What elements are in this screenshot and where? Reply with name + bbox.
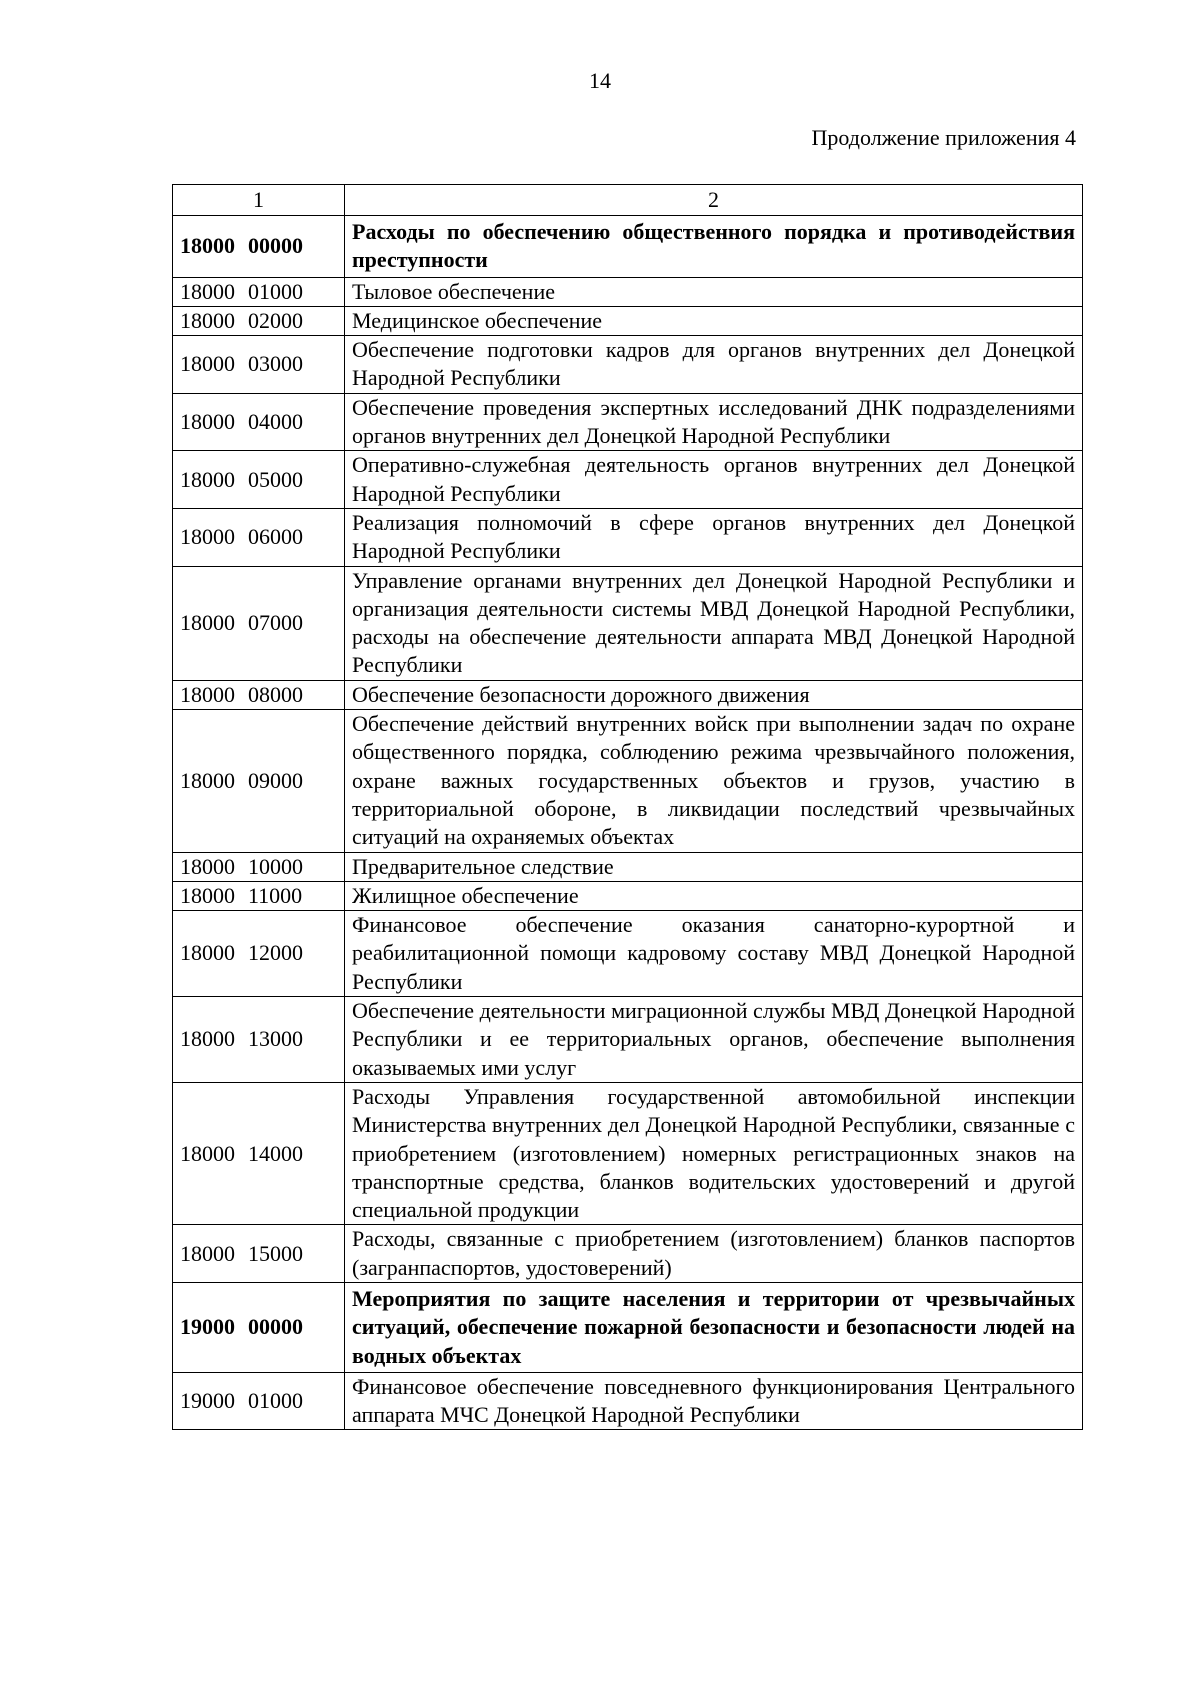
code-part: 06000: [248, 524, 303, 550]
code-value: [180, 1240, 337, 1268]
code-part: 18: [180, 1240, 202, 1266]
code-cell: [173, 911, 345, 997]
expense-name-cell: Обеспечение подготовки кадров для органов внутренних дел Донецкой Народной Республики: [345, 336, 1083, 394]
code-part: 000: [202, 1388, 235, 1414]
code-part: 000: [202, 882, 235, 908]
code-part: 18: [180, 940, 202, 966]
code-value: [180, 882, 337, 910]
code-part: 13000: [248, 1026, 303, 1052]
expense-name-cell: Расходы Управления государственной автомобильной инспекции Министерства внутренних дел Донецкой Народной Республики, связанные с приобретением (изготовлением) номерных регистрационных знаков на транспортные средства, бланков водительских удостоверений и другой специальной продукции: [345, 1082, 1083, 1224]
table-row: [173, 451, 1083, 509]
code-part: 18: [180, 1026, 202, 1052]
header-cell-name: 2: [345, 185, 1083, 216]
table-row: [173, 277, 1083, 306]
code-part: 000: [202, 307, 235, 333]
table-row: [173, 1372, 1083, 1430]
expense-name-cell: Предварительное следствие: [345, 852, 1083, 881]
code-part: 04000: [248, 408, 303, 434]
code-value: [180, 278, 337, 306]
code-part: 19: [180, 1388, 202, 1414]
code-part: 00000: [248, 1314, 303, 1340]
table-row: [173, 306, 1083, 335]
code-part: 000: [202, 408, 235, 434]
code-part: 02000: [248, 307, 303, 333]
code-part: 000: [202, 1314, 235, 1340]
code-cell: [173, 393, 345, 451]
code-part: 15000: [248, 1240, 303, 1266]
code-cell: [173, 710, 345, 852]
code-value: [180, 767, 337, 795]
expense-name-cell: Финансовое обеспечение оказания санаторно-курортной и реабилитационной помощи кадровому составу МВД Донецкой Народной Республики: [345, 911, 1083, 997]
code-part: 000: [202, 466, 235, 492]
table-section-row: [173, 1282, 1083, 1372]
code-value: [180, 609, 337, 637]
code-cell: [173, 1225, 345, 1283]
code-cell: [173, 680, 345, 709]
code-cell: [173, 1372, 345, 1430]
code-part: 18: [180, 278, 202, 304]
code-part: 000: [202, 853, 235, 879]
table-row: [173, 997, 1083, 1083]
code-part: 01000: [248, 1388, 303, 1414]
code-part: 09000: [248, 767, 303, 793]
code-part: 18: [180, 351, 202, 377]
table-row: [173, 680, 1083, 709]
code-part: 000: [202, 278, 235, 304]
expense-name-cell: Медицинское обеспечение: [345, 306, 1083, 335]
expense-name-cell: Обеспечение действий внутренних войск при выполнении задач по охране общественного порядка, соблюдению режима чрезвычайного положения, охране важных государственных объектов и грузов, участию в территориальной обороне, в ликвидации последствий чрезвычайных ситуаций на охраняемых объектах: [345, 710, 1083, 852]
code-part: 18: [180, 882, 202, 908]
code-cell: [173, 451, 345, 509]
table-row: [173, 1225, 1083, 1283]
code-part: 19: [180, 1314, 202, 1340]
code-part: 10000: [248, 853, 303, 879]
code-part: 000: [202, 524, 235, 550]
code-value: [180, 408, 337, 436]
code-value: [180, 1140, 337, 1168]
code-cell: [173, 1282, 345, 1372]
code-part: 18: [180, 524, 202, 550]
code-part: 000: [202, 610, 235, 635]
code-part: 11000: [248, 882, 303, 908]
code-part: 18: [180, 307, 202, 333]
table-row: [173, 911, 1083, 997]
expense-name-cell: Финансовое обеспечение повседневного функционирования Центрального аппарата МЧС Донецкой Народной Республики: [345, 1372, 1083, 1430]
code-part: 18: [180, 408, 202, 434]
code-part: 00000: [248, 233, 303, 259]
code-part: 18: [180, 853, 202, 879]
code-value: [180, 939, 337, 967]
code-part: 000: [202, 233, 235, 259]
table-row: [173, 393, 1083, 451]
table-row: [173, 566, 1083, 680]
table-row: [173, 852, 1083, 881]
code-part: 07000: [248, 610, 303, 635]
expense-name-cell: Тыловое обеспечение: [345, 277, 1083, 306]
code-part: 18: [180, 233, 202, 259]
code-cell: [173, 306, 345, 335]
code-part: 000: [202, 1026, 235, 1052]
code-part: 14000: [248, 1140, 303, 1166]
code-value: [180, 1387, 337, 1415]
expense-name-cell: Мероприятия по защите населения и территории от чрезвычайных ситуаций, обеспечение пожарной безопасности и безопасности людей на водных объектах: [345, 1282, 1083, 1372]
expense-name-cell: Реализация полномочий в сфере органов внутренних дел Донецкой Народной Республики: [345, 508, 1083, 566]
code-part: 18: [180, 610, 202, 635]
code-part: 18: [180, 767, 202, 793]
code-part: 000: [202, 767, 235, 793]
expense-name-cell: Жилищное обеспечение: [345, 881, 1083, 910]
code-value: [180, 350, 337, 378]
code-value: [180, 1025, 337, 1053]
code-part: 01000: [248, 278, 303, 304]
code-value: [180, 681, 337, 709]
code-cell: [173, 1082, 345, 1224]
code-part: 03000: [248, 351, 303, 377]
code-cell: [173, 566, 345, 680]
table-row: [173, 508, 1083, 566]
code-cell: [173, 277, 345, 306]
code-part: 12000: [248, 940, 303, 966]
code-part: 000: [202, 1240, 235, 1266]
code-value: [180, 523, 337, 551]
code-part: 000: [202, 351, 235, 377]
code-value: [180, 466, 337, 494]
code-cell: [173, 216, 345, 278]
code-part: 000: [202, 681, 235, 707]
code-part: 000: [202, 1140, 235, 1166]
table-row: [173, 710, 1083, 852]
code-value: [180, 307, 337, 335]
code-value: [180, 853, 337, 881]
appendix-continuation-note: Продолжение приложения 4: [811, 125, 1076, 150]
code-part: 18: [180, 466, 202, 492]
code-part: 18: [180, 1140, 202, 1166]
expense-name-cell: Управление органами внутренних дел Донецкой Народной Республики и организация деятельности системы МВД Донецкой Народной Республики, расходы на обеспечение деятельности аппарата МВД Донецкой Народной Республики: [345, 566, 1083, 680]
expense-name-cell: Обеспечение деятельности миграционной службы МВД Донецкой Народной Республики и ее территориальных органов, обеспечение выполнения оказываемых ими услуг: [345, 997, 1083, 1083]
expense-name-cell: Расходы по обеспечению общественного порядка и противодействия преступности: [345, 216, 1083, 278]
code-cell: [173, 997, 345, 1083]
table-row: [173, 881, 1083, 910]
code-cell: [173, 336, 345, 394]
code-part: 18: [180, 681, 202, 707]
code-part: 08000: [248, 681, 303, 707]
code-part: 05000: [248, 466, 303, 492]
code-value: [180, 1313, 337, 1341]
table-row: [173, 1082, 1083, 1224]
expense-name-cell: Оперативно-служебная деятельность органов внутренних дел Донецкой Народной Республики: [345, 451, 1083, 509]
table-row: [173, 336, 1083, 394]
code-cell: [173, 881, 345, 910]
code-part: 000: [202, 940, 235, 966]
table-section-row: [173, 216, 1083, 278]
expense-name-cell: Обеспечение проведения экспертных исследований ДНК подразделениями органов внутренних дел Донецкой Народной Республики: [345, 393, 1083, 451]
header-cell-code: 1: [173, 185, 345, 216]
table-header-row: [173, 185, 1083, 216]
budget-codes-table: [172, 184, 1083, 1430]
expense-name-cell: Обеспечение безопасности дорожного движения: [345, 680, 1083, 709]
page-number: 14: [589, 68, 611, 93]
code-value: [180, 232, 337, 260]
code-cell: [173, 852, 345, 881]
expense-name-cell: Расходы, связанные с приобретением (изготовлением) бланков паспортов (загранпаспортов, удостоверений): [345, 1225, 1083, 1283]
code-cell: [173, 508, 345, 566]
